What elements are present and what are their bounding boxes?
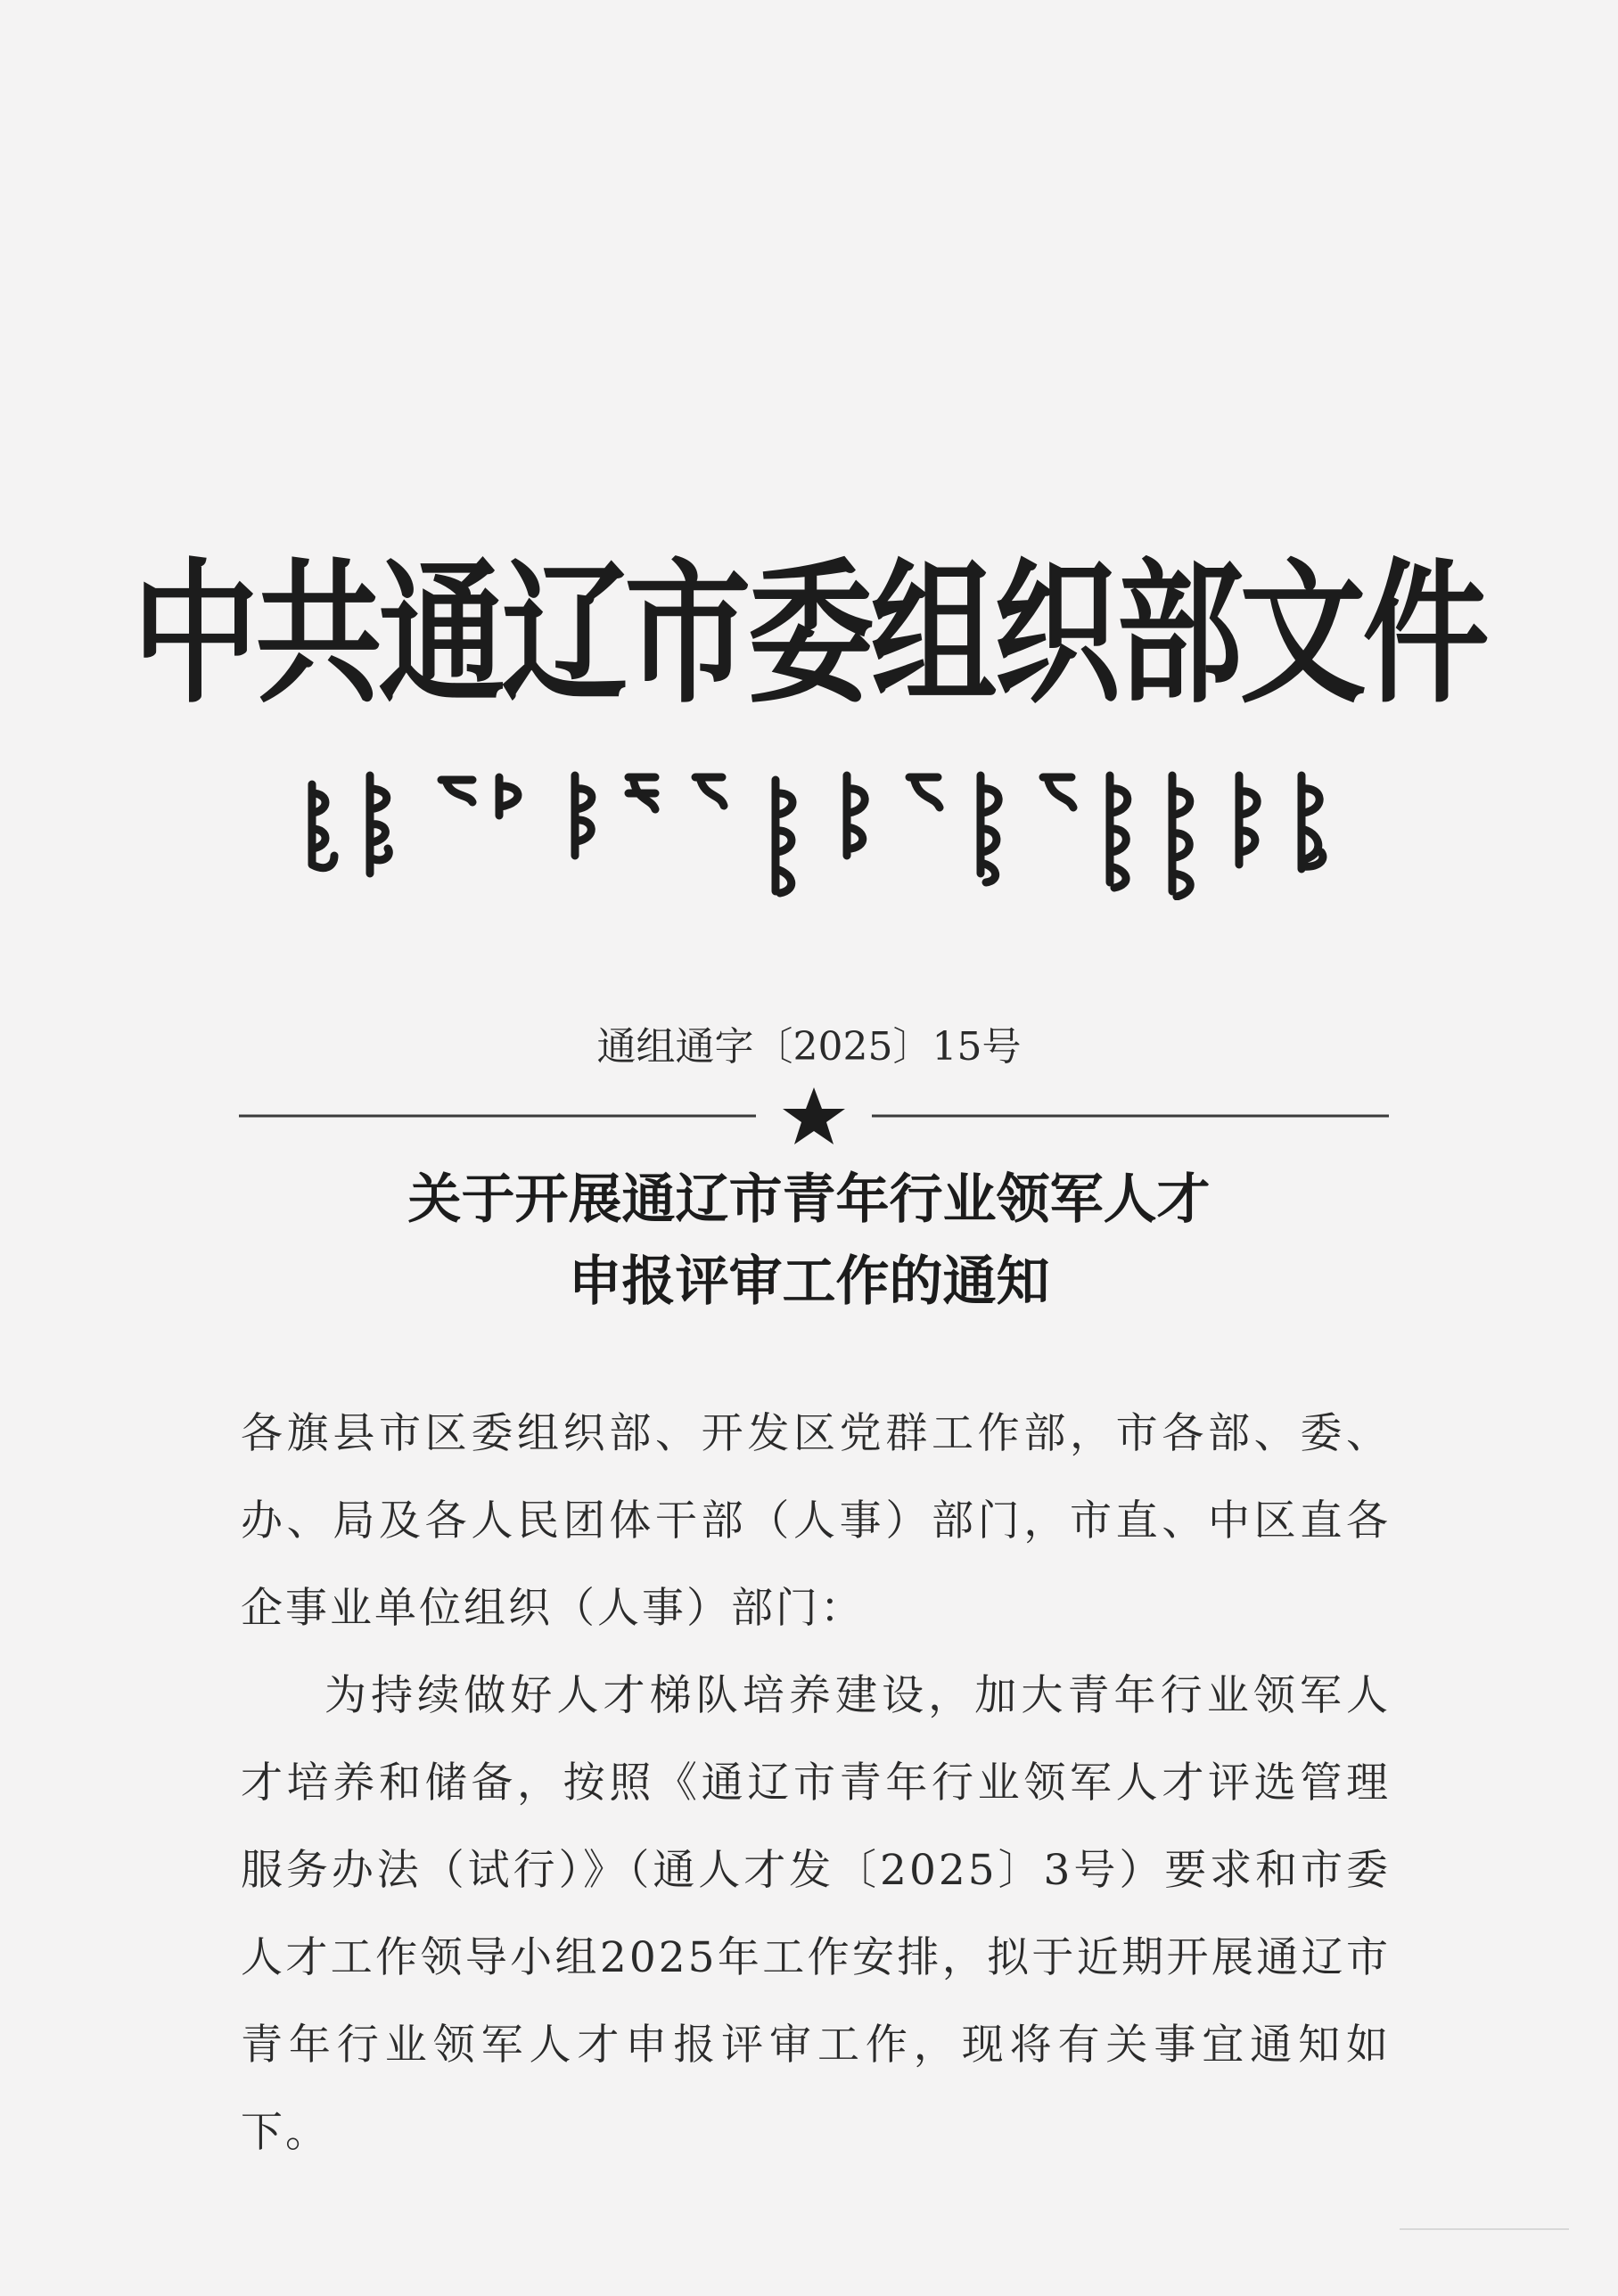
document-body [241, 1390, 1391, 2177]
document-number: 通组通字〔2025〕15号 [596, 1024, 1022, 1070]
separator-graphic [239, 1082, 1389, 1144]
mongolian-script-graphic [294, 767, 1364, 900]
separator-line-with-star [239, 1082, 1389, 1144]
masthead-mongolian-script [294, 767, 1364, 900]
addressees-paragraph: 各旗县市区委组织部、开发区党群工作部，市各部、委、办、局及各人民团体干部（人事）部门，市直、中区直各企事业单位组织（人事）部门： [241, 1409, 1391, 1633]
body-paragraph: 为持续做好人才梯队培养建设，加大青年行业领军人才培养和储备，按照《通辽市青年行业领军人才评选管理服务办法（试行）》（通人才发〔2025〕3号）要求和市委人才工作领导小组2025年工作安排，拟于近期开展通辽市青年行业领军人才申报评审工作，现将有关事宜通知如下。 [241, 1671, 1391, 2157]
title-line-2: 申报评审工作的通知 [568, 1250, 1050, 1313]
star-icon [783, 1087, 845, 1144]
footer-rule [1400, 2228, 1569, 2230]
title-line-1: 关于开展通辽市青年行业领军人才 [407, 1168, 1211, 1231]
masthead-chinese: 中共通辽市委组织部文件 [132, 544, 1486, 725]
document-title [0, 1159, 1618, 1323]
